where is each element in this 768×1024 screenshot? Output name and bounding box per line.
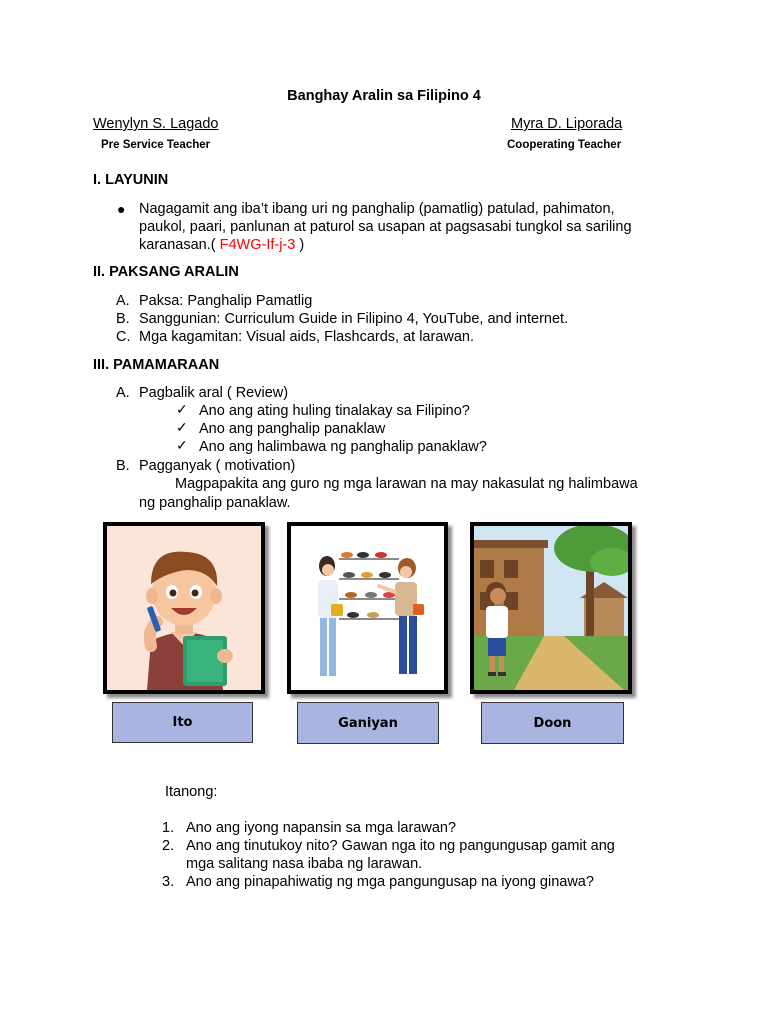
sanggunian-item: Sanggunian: Curriculum Guide in Filipino 4, YouTube, and internet.	[139, 311, 569, 327]
cooperating-teacher-name: Myra D. Liporada	[511, 116, 623, 132]
picture-village-road	[470, 522, 632, 694]
objective-line: Nagagamit ang iba’t ibang uri ng panghalip (pamatlig) patulad, pahimaton,	[139, 201, 615, 217]
list-letter: A.	[116, 293, 130, 309]
paksang-heading: II. PAKSANG ARALIN	[93, 264, 239, 280]
shoe-shop-illustration	[291, 526, 444, 690]
pagbalik-aral-item: Pagbalik aral ( Review)	[139, 385, 289, 401]
layunin-heading: I. LAYUNIN	[93, 172, 169, 188]
review-question: Ano ang panghalip panaklaw	[199, 421, 386, 437]
objective-line: paukol, paari, panlunan at paturol sa usapan at pagsasabi tungkol sa sariling	[139, 219, 632, 235]
pre-service-teacher-role: Pre Service Teacher	[101, 139, 211, 151]
list-letter: B.	[116, 458, 130, 474]
paksa-item: Paksa: Panghalip Pamatlig	[139, 293, 313, 309]
pre-service-teacher-name: Wenylyn S. Lagado	[93, 116, 219, 132]
itanong-heading: Itanong:	[165, 784, 218, 800]
picture-shoe-shop	[287, 522, 448, 694]
pagganyak-description-line: ng panghalip panaklaw.	[139, 495, 291, 511]
question-text: Ano ang tinutukoy nito? Gawan nga ito ng pangungusap gamit ang	[186, 838, 615, 854]
question-number: 2.	[162, 838, 175, 854]
check-icon: ✓	[176, 401, 188, 417]
competency-code: F4WG-If-j-3	[219, 237, 296, 253]
layunin-objective	[139, 200, 699, 254]
cooperating-teacher-role: Cooperating Teacher	[507, 139, 622, 151]
question-text: Ano ang pinapahiwatig ng mga pangungusap na iyong ginawa?	[186, 874, 594, 890]
review-question: Ano ang halimbawa ng panghalip panaklaw?	[199, 439, 487, 455]
list-letter: B.	[116, 311, 130, 327]
pagganyak-description-line: Magpapakita ang guro ng mga larawan na may nakasulat ng halimbawa	[175, 476, 638, 492]
boy-illustration	[107, 526, 261, 690]
review-question: Ano ang ating huling tinalakay sa Filipino?	[199, 403, 470, 419]
kagamitan-item: Mga kagamitan: Visual aids, Flashcards, at larawan.	[139, 329, 475, 345]
list-letter: A.	[116, 385, 130, 401]
check-icon: ✓	[176, 437, 188, 453]
question-text-continued: mga salitang nasa ibaba ng larawan.	[186, 856, 423, 872]
question-text: Ano ang iyong napansin sa mga larawan?	[186, 820, 457, 836]
objective-line: karanasan.( F4WG-If-j-3 )	[139, 237, 305, 253]
label-doon: Doon	[481, 702, 624, 744]
bullet-icon: ●	[117, 201, 126, 217]
village-illustration	[474, 526, 628, 690]
question-number: 3.	[162, 874, 175, 890]
question-number: 1.	[162, 820, 175, 836]
check-icon: ✓	[176, 419, 188, 435]
picture-boy-holding-book	[103, 522, 265, 694]
label-ganiyan: Ganiyan	[297, 702, 439, 744]
list-letter: C.	[116, 329, 131, 345]
document-title: Banghay Aralin sa Filipino 4	[287, 88, 481, 104]
pagganyak-item: Pagganyak ( motivation)	[139, 458, 296, 474]
pamamaraan-heading: III. PAMAMARAAN	[93, 357, 220, 373]
label-ito: Ito	[112, 702, 253, 743]
